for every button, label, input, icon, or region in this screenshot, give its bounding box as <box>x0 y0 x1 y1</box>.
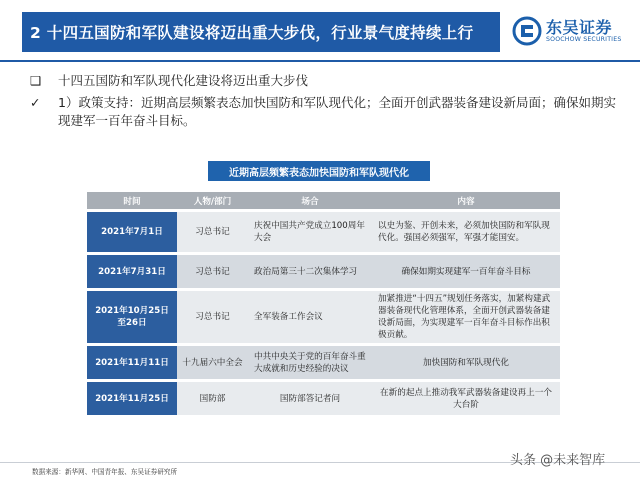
cell-venue: 国防部答记者问 <box>248 382 372 415</box>
cell-person: 习总书记 <box>177 255 248 288</box>
table-row <box>87 212 560 252</box>
logo-text-en: SOOCHOW SECURITIES <box>546 36 622 43</box>
cell-date: 2021年7月1日 <box>87 212 177 252</box>
slide-title: 2 十四五国防和军队建设将迈出重大步伐，行业景气度持续上行 <box>22 12 500 52</box>
cell-content: 确保如期实现建军一百年奋斗目标 <box>372 255 560 288</box>
bullet-text: 1）政策支持：近期高层频繁表态加快国防和军队现代化；全面开创武器装备建设新局面；确保如期实现建军一百年奋斗目标。 <box>58 95 616 128</box>
data-source-note: 数据来源：新华网、中国青年报、东吴证券研究所 <box>32 468 178 476</box>
table-row <box>87 382 560 415</box>
bullet-list <box>30 72 620 130</box>
cell-content: 加紧推进“十四五”规划任务落实，加紧构建武器装备现代化管理体系，全面开创武器装备建设新局面，为实现建军一百年奋斗目标作出积极贡献。 <box>372 291 560 343</box>
table-header-row <box>87 192 560 209</box>
logo-text-cn: 东吴证券 <box>546 18 613 37</box>
cell-person: 习总书记 <box>177 291 248 343</box>
cell-person: 十九届六中全会 <box>177 346 248 379</box>
header-divider <box>0 60 640 62</box>
events-table <box>87 189 560 418</box>
cell-date: 2021年11月25日 <box>87 382 177 415</box>
column-header-person: 人物/部门 <box>177 192 248 209</box>
cell-venue: 全军装备工作会议 <box>248 291 372 343</box>
table-row <box>87 346 560 379</box>
cell-date: 2021年10月25日至26日 <box>87 291 177 343</box>
column-header-venue: 场合 <box>248 192 372 209</box>
cell-venue: 政治局第三十二次集体学习 <box>248 255 372 288</box>
bullet-item <box>30 94 620 130</box>
slide-header <box>0 0 640 62</box>
cell-content: 在新的起点上推动我军武器装备建设再上一个大台阶 <box>372 382 560 415</box>
cell-venue: 庆祝中国共产党成立100周年大会 <box>248 212 372 252</box>
cell-venue: 中共中央关于党的百年奋斗重大成就和历史经验的决议 <box>248 346 372 379</box>
table-row <box>87 255 560 288</box>
cell-content: 加快国防和军队现代化 <box>372 346 560 379</box>
checkmark-bullet-icon: ✓ <box>30 95 41 110</box>
bullet-text: 十四五国防和军队现代化建设将迈出重大步伐 <box>58 73 309 88</box>
checkbox-bullet-icon: ❑ <box>30 73 42 88</box>
table-row <box>87 291 560 343</box>
cell-date: 2021年7月31日 <box>87 255 177 288</box>
column-header-time: 时间 <box>87 192 177 209</box>
company-logo <box>512 14 634 50</box>
bullet-item <box>30 72 620 90</box>
cell-content: 以史为鉴、开创未来，必须加快国防和军队现代化。强国必须强军，军强才能国安。 <box>372 212 560 252</box>
cell-date: 2021年11月11日 <box>87 346 177 379</box>
column-header-content: 内容 <box>372 192 560 209</box>
cell-person: 习总书记 <box>177 212 248 252</box>
table-caption: 近期高层频繁表态加快国防和军队现代化 <box>208 161 430 181</box>
watermark: 头条 @未来智库 <box>510 453 606 468</box>
cell-person: 国防部 <box>177 382 248 415</box>
logo-mark-icon <box>512 16 542 46</box>
